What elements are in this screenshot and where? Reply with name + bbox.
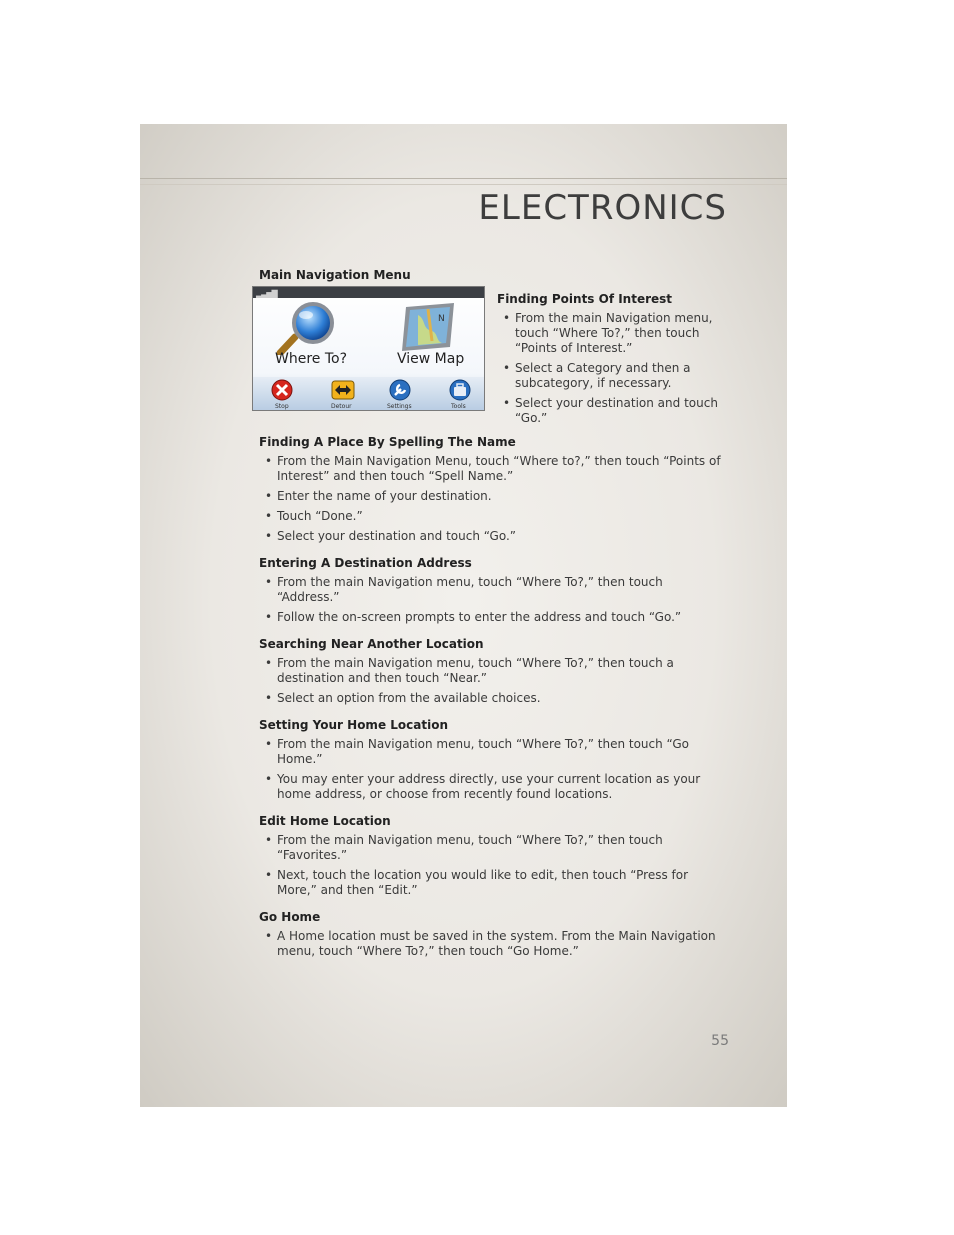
signal-icon: ▂▃▅▇ <box>256 289 277 298</box>
list-item: • From the main Navigation menu, touch “Where To?,” then touch “Address.” <box>265 575 663 604</box>
map-icon <box>398 301 458 355</box>
list-item: • You may enter your address directly, use your current location as your home address, or choose from recently found locations. <box>265 772 701 801</box>
screen-status-bar <box>253 287 484 298</box>
header-rule <box>140 178 787 179</box>
section-list <box>259 575 729 625</box>
section-list <box>259 929 729 959</box>
where-to-label[interactable]: Where To? <box>275 351 348 367</box>
section-heading: Setting Your Home Location <box>259 718 448 732</box>
nav-menu-title: Main Navigation Menu <box>259 268 411 282</box>
section-heading: Searching Near Another Location <box>259 637 484 651</box>
nav-screen-image <box>252 286 485 411</box>
list-item: • From the Main Navigation Menu, touch “Where to?,” then touch “Points of Interest” and then touch “Spell Name.” <box>265 454 721 483</box>
section-list <box>259 656 729 706</box>
page-number: 55 <box>711 1033 729 1049</box>
list-item: • From the main Navigation menu, touch “Where To?,” then touch a destination and then touch “Near.” <box>265 656 674 685</box>
list-item: • From the main Navigation menu, touch “Where To?,” then touch “Go Home.” <box>265 737 689 766</box>
header-rule-secondary <box>140 184 787 185</box>
settings-button-label[interactable]: Settings <box>387 403 412 410</box>
list-item: • Select your destination and touch “Go.” <box>265 529 516 543</box>
stop-button-label[interactable]: Stop <box>275 403 289 410</box>
section-title: ELECTRONICS <box>478 188 727 228</box>
magnifier-icon <box>275 301 347 355</box>
section-list <box>259 454 729 544</box>
detour-button-label[interactable]: Detour <box>331 403 352 410</box>
list-item: • A Home location must be saved in the system. From the Main Navigation menu, touch “Where To?,” then touch “Go Home.” <box>265 929 716 958</box>
tools-button-label[interactable]: Tools <box>451 403 466 410</box>
list-item: • Next, touch the location you would like to edit, then touch “Press for More,” and then “Edit.” <box>265 868 689 897</box>
section-heading: Finding A Place By Spelling The Name <box>259 435 516 449</box>
list-item: • From the main Navigation menu, touch “Where To?,” then touch “Points of Interest.” <box>503 311 713 355</box>
section-heading: Entering A Destination Address <box>259 556 472 570</box>
list-item: • Select an option from the available choices. <box>265 691 541 705</box>
section-heading: Edit Home Location <box>259 814 391 828</box>
tools-icon[interactable] <box>449 379 471 401</box>
manual-page <box>140 124 787 1107</box>
poi-section <box>497 292 732 426</box>
section-list <box>259 737 729 802</box>
view-map-label[interactable]: View Map <box>397 351 465 367</box>
poi-title: Finding Points Of Interest <box>497 292 673 306</box>
list-item: • Select your destination and touch “Go.” <box>503 396 718 425</box>
list-item: • Follow the on-screen prompts to enter the address and touch “Go.” <box>265 610 682 624</box>
settings-icon[interactable] <box>389 379 411 401</box>
svg-text:N: N <box>438 314 445 324</box>
list-item: • Touch “Done.” <box>265 509 363 523</box>
section-heading: Go Home <box>259 910 321 924</box>
list-item: • From the main Navigation menu, touch “Where To?,” then touch “Favorites.” <box>265 833 663 862</box>
poi-list <box>497 311 732 426</box>
section-list <box>259 833 729 898</box>
main-content <box>259 435 729 959</box>
detour-icon[interactable] <box>331 379 355 401</box>
list-item: • Select a Category and then a subcategory, if necessary. <box>503 361 691 390</box>
list-item: • Enter the name of your destination. <box>265 489 492 503</box>
stop-icon[interactable] <box>271 379 293 401</box>
